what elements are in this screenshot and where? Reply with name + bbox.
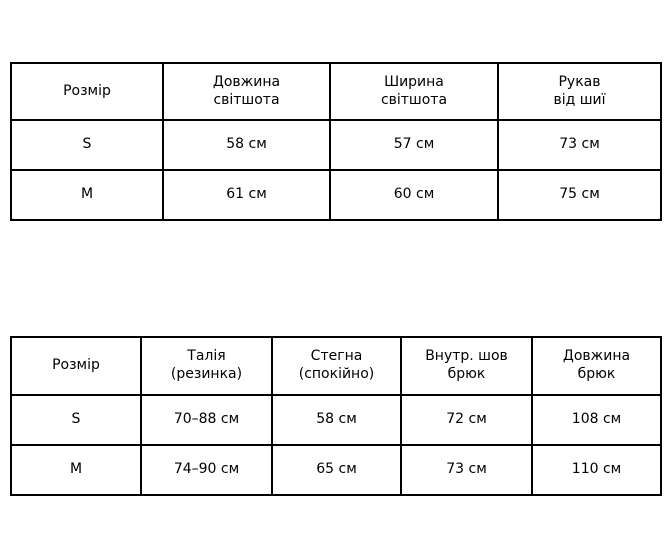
table-row xyxy=(11,120,661,170)
column-header-length xyxy=(163,63,330,120)
cell-size: S xyxy=(11,120,163,170)
table-row xyxy=(11,170,661,220)
header-line-1: Довжина xyxy=(212,73,281,90)
cell-length: 61 см xyxy=(163,170,330,220)
cell-length: 58 см xyxy=(163,120,330,170)
header-line-2: від шиї xyxy=(553,91,606,108)
header-line-1: Розмір xyxy=(63,82,111,99)
cell-sleeve: 75 см xyxy=(498,170,661,220)
cell-width: 57 см xyxy=(330,120,498,170)
column-header-size xyxy=(11,63,163,120)
cell-size: M xyxy=(11,170,163,220)
header-line-1: Внутр. шов xyxy=(425,348,508,365)
table-row xyxy=(11,395,661,445)
column-header-inseam xyxy=(401,337,532,395)
cell-pants-length: 110 см xyxy=(532,445,661,495)
sweatshirt-size-table xyxy=(10,62,662,221)
cell-width: 60 см xyxy=(330,170,498,220)
column-header-sleeve xyxy=(498,63,661,120)
header-line-1: Ширина xyxy=(384,73,444,90)
column-header-pants-length xyxy=(532,337,661,395)
header-line-1: Стегна xyxy=(310,348,363,365)
cell-hips: 65 см xyxy=(272,445,401,495)
cell-waist: 70–88 см xyxy=(141,395,272,445)
column-header-hips xyxy=(272,337,401,395)
column-header-width xyxy=(330,63,498,120)
header-line-1: Талія xyxy=(187,348,226,365)
cell-hips: 58 см xyxy=(272,395,401,445)
column-header-waist xyxy=(141,337,272,395)
header-line-2: світшота xyxy=(380,91,448,108)
header-line-2: брюк xyxy=(577,366,616,382)
header-line-1: Рукав xyxy=(558,73,601,90)
table-row xyxy=(11,445,661,495)
header-line-2: (резинка) xyxy=(170,366,243,382)
pants-size-table xyxy=(10,336,662,496)
cell-sleeve: 73 см xyxy=(498,120,661,170)
column-header-size xyxy=(11,337,141,395)
header-line-2: світшота xyxy=(213,91,280,108)
header-line-2: брюк xyxy=(447,366,486,382)
table-header-row xyxy=(11,337,661,395)
cell-size: M xyxy=(11,445,141,495)
cell-waist: 74–90 см xyxy=(141,445,272,495)
cell-pants-length: 108 см xyxy=(532,395,661,445)
cell-inseam: 73 см xyxy=(401,445,532,495)
cell-size: S xyxy=(11,395,141,445)
table-header-row xyxy=(11,63,661,120)
header-line-1: Розмір xyxy=(52,357,100,374)
header-line-2: (спокійно) xyxy=(298,366,375,382)
cell-inseam: 72 см xyxy=(401,395,532,445)
header-line-1: Довжина xyxy=(562,348,631,365)
